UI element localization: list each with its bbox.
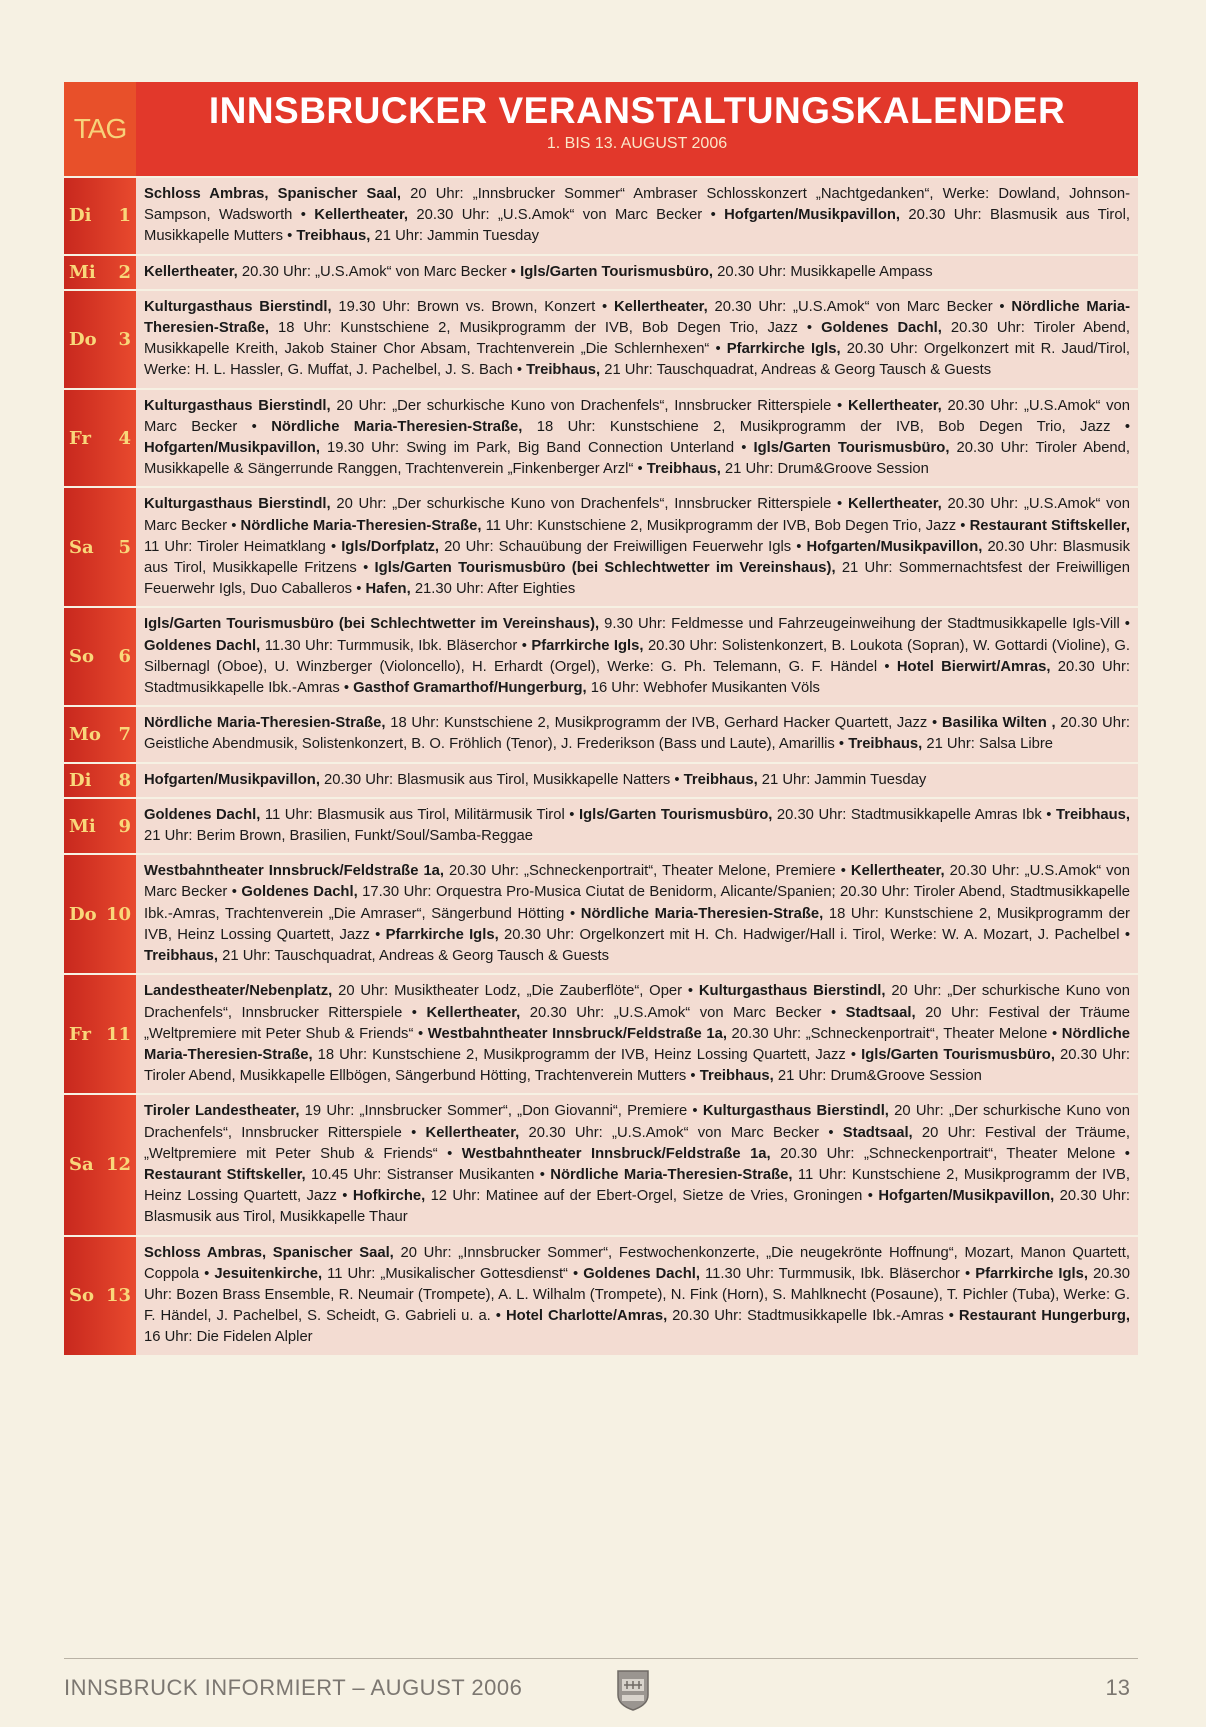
day-events (136, 256, 1138, 289)
bullet-separator: • (821, 1004, 846, 1021)
event-venue: Hafen, (365, 581, 411, 598)
event-details: 11.30 Uhr: Turmmusik, Ibk. Bläserchor (700, 1265, 960, 1282)
bullet-separator: • (227, 517, 241, 534)
tag-label: TAG (64, 82, 136, 176)
event-venue: Treibhaus, (1055, 806, 1130, 823)
event-details: 20.30 Uhr: Orgelkonzert mit R. Jaud/Tirol, Werke: H. L. Hassler, G. Muffat, J. Pachelbel, J. S. Bach (144, 341, 1131, 379)
event-venue: Restaurant Stiftskeller, (144, 1166, 306, 1183)
event-venue: Westbahntheater Innsbruck/Feldstraße 1a, (427, 1025, 727, 1042)
event-venue: Kellertheater, (426, 1004, 521, 1021)
day-label (64, 855, 136, 973)
event-venue: Hotel Charlotte/Amras, (505, 1308, 668, 1325)
event-venue: Treibhaus, (526, 362, 601, 379)
bullet-separator: • (490, 1308, 506, 1325)
publication-name: INNSBRUCK INFORMIERT – AUGUST 2006 (64, 1675, 523, 1700)
event-venue: Kulturgasthaus Bierstindl, (144, 496, 331, 513)
bullet-separator: • (633, 461, 647, 478)
event-details: 20.30 Uhr: „Schneckenportrait“, Theater Melone (770, 1145, 1116, 1162)
event-venue: Hotel Bierwirt/Amras, (896, 658, 1051, 675)
bullet-separator: • (564, 905, 581, 922)
event-venue: Igls/Garten Tourismusbüro (bei Schlechtwetter im Vereinshaus), (144, 616, 600, 633)
event-venue: Goldenes Dachl, (144, 637, 261, 654)
event-venue: Nördliche Maria-Theresien-Straße, (550, 1166, 793, 1183)
event-venue: Nördliche Maria-Theresien-Straße, (580, 905, 824, 922)
event-venue: Schloss Ambras, Spanischer Saal, (144, 1244, 394, 1261)
event-details: 20.30 Uhr: Stadtmusikkapelle Ibk.-Amras (667, 1308, 944, 1325)
day-row (64, 390, 1138, 487)
event-venue: Kellertheater, (314, 207, 409, 224)
weekday: Do (69, 328, 97, 350)
event-venue: Pfarrkirche Igls, (975, 1265, 1088, 1282)
day-events (136, 291, 1138, 388)
bullet-separator: • (992, 298, 1012, 315)
event-venue: Kulturgasthaus Bierstindl, (698, 983, 886, 1000)
event-venue: Restaurant Stiftskeller, (969, 517, 1130, 534)
day-label (64, 488, 136, 606)
event-details: 21 Uhr: Drum&Groove Session (773, 1068, 982, 1085)
event-venue: Kellertheater, (847, 496, 942, 513)
weekday: Di (69, 769, 92, 791)
event-details: 10.45 Uhr: Sistranser Musikanten (305, 1166, 535, 1183)
event-venue: Treibhaus, (296, 228, 371, 245)
day-row (64, 764, 1138, 797)
event-venue: Kellertheater, (847, 397, 942, 414)
event-details: 16 Uhr: Webhofer Musikanten Völs (586, 680, 820, 697)
bullet-separator: • (402, 1004, 427, 1021)
bullet-separator: • (927, 715, 942, 732)
day-row (64, 1095, 1138, 1234)
bullet-separator: • (1110, 418, 1131, 435)
event-venue: Goldenes Dachl, (583, 1265, 701, 1282)
day-number: 2 (118, 261, 131, 283)
event-venue: Kellertheater, (613, 298, 708, 315)
event-details: 20.30 Uhr: Blasmusik aus Tirol, Musikkapelle Thaur (144, 1188, 1130, 1226)
event-details: 21 Uhr: Tauschquadrat, Andreas & Georg Tausch & Guests (600, 362, 992, 379)
bullet-separator: • (670, 771, 684, 788)
bullet-separator: • (595, 298, 614, 315)
bullet-separator: • (506, 263, 521, 280)
day-number: 1 (118, 205, 131, 227)
event-venue: Igls/Garten Tourismusbüro (bei Schlechtwetter im Vereinshaus), (374, 560, 836, 577)
day-row (64, 488, 1138, 606)
date-range: 1. BIS 13. AUGUST 2006 (546, 135, 728, 152)
event-venue: Kulturgasthaus Bierstindl, (144, 298, 332, 315)
event-details: 20.30 Uhr: „U.S.Amok“ von Marc Becker (144, 863, 1130, 901)
event-details: 20.30 Uhr: „U.S.Amok“ von Marc Becker (237, 263, 507, 280)
day-number: 11 (105, 1023, 131, 1045)
event-details: 20 Uhr: Festival der Träume „Weltpremiere mit Peter Shub & Friends“ (144, 1004, 1131, 1042)
event-venue: Basilika Wilten , (941, 715, 1056, 732)
bullet-separator: • (237, 418, 272, 435)
bullet-separator: • (517, 637, 532, 654)
weekday: Di (69, 205, 92, 227)
day-row (64, 975, 1138, 1093)
event-details: 20.30 Uhr: Tiroler Abend, Musikkapelle Kreith, Jakob Stainer Chor Absam, Trachtenverein „Die Schlernhexen“ (144, 320, 1131, 358)
event-venue: Kellertheater, (144, 263, 238, 280)
event-details: 18 Uhr: Kunstschiene 2, Musikprogramm der IVB, Bob Degen Trio, Jazz (522, 418, 1111, 435)
day-number: 8 (118, 769, 131, 791)
event-venue: Landestheater/Nebenplatz, (144, 983, 333, 1000)
bullet-separator: • (791, 538, 807, 555)
event-venue: Kulturgasthaus Bierstindl, (702, 1103, 889, 1120)
event-details: 20.30 Uhr: „U.S.Amok“ von Marc Becker (519, 1124, 820, 1141)
bullet-separator: • (835, 863, 851, 880)
event-details: 20.30 Uhr: „U.S.Amok“ von Marc Becker (408, 207, 703, 224)
event-details: 20.30 Uhr: Blasmusik aus Tirol, Musikkapelle Mutters (144, 207, 1130, 245)
event-details: 11 Uhr: Kunstschiene 2, Musikprogramm der IVB, Bob Degen Trio, Jazz (481, 517, 957, 534)
day-number: 10 (105, 903, 131, 925)
event-details: 21 Uhr: Berim Brown, Brasilien, Funkt/Soul/Samba-Reggae (144, 828, 534, 845)
innsbruck-crest-icon (616, 1669, 650, 1711)
event-details: 21 Uhr: Tauschquadrat, Andreas & Georg Tausch & Guests (218, 948, 609, 965)
event-details: 18 Uhr: Kunstschiene 2, Musikprogramm der IVB, Bob Degen Trio, Jazz (269, 320, 798, 337)
event-details: 17.30 Uhr: Orquestra Pro-Musica Ciutat de Benidorm, Alicante/Spanien; 20.30 Uhr: Tiroler Abend, Stadtmusikkapelle Ibk.-Amras, Trachtenverein „Die Amraser“, Sängerbund Hötting (144, 884, 1131, 922)
event-details: 18 Uhr: Kunstschiene 2, Musikprogramm der IVB, Heinz Lossing Quartett, Jazz (144, 905, 1130, 943)
bullet-separator: • (564, 806, 579, 823)
bullet-separator: • (943, 1308, 959, 1325)
title-block (136, 82, 1138, 176)
event-details: 11 Uhr: Tiroler Heimatklang (144, 538, 326, 555)
weekday: Fr (69, 427, 91, 449)
day-events (136, 855, 1138, 973)
event-details: 20 Uhr: Festival der Träume, „Weltpremiere mit Peter Shub & Friends“ (144, 1124, 1131, 1162)
day-events (136, 390, 1138, 487)
bullet-separator: • (413, 1025, 428, 1042)
day-label (64, 707, 136, 761)
event-details: 20.30 Uhr: Geistliche Abendmusik, Solistenkonzert, B. O. Fröhlich (Tenor), J. Frederikson (Bass und Laute), Amarillis (144, 715, 1130, 753)
day-label (64, 799, 136, 853)
event-venue: Nördliche Maria-Theresien-Straße, (144, 1025, 1131, 1063)
event-details: 21 Uhr: Jammin Tuesday (370, 228, 539, 245)
event-details: 12 Uhr: Matinee auf der Ebert-Orgel, Sietze de Vries, Groningen (425, 1188, 863, 1205)
day-label (64, 975, 136, 1093)
event-venue: Westbahntheater Innsbruck/Feldstraße 1a, (461, 1145, 771, 1162)
event-venue: Goldenes Dachl, (821, 320, 942, 337)
event-venue: Kulturgasthaus Bierstindl, (144, 397, 331, 414)
event-venue: Stadtsaal, (842, 1124, 913, 1141)
day-row (64, 178, 1138, 254)
event-venue: Goldenes Dachl, (241, 884, 358, 901)
day-number: 4 (118, 427, 131, 449)
day-row (64, 256, 1138, 289)
page-number: 13 (1105, 1675, 1130, 1700)
bullet-separator: • (227, 884, 242, 901)
event-details: 20.30 Uhr: „U.S.Amok“ von Marc Becker (707, 298, 993, 315)
event-details: 21 Uhr: Drum&Groove Session (720, 461, 929, 478)
bullet-separator: • (401, 1124, 426, 1141)
bullet-separator: • (1119, 926, 1131, 943)
day-events (136, 178, 1138, 254)
event-details: 11 Uhr: Kunstschiene 2, Musikprogramm der IVB, Heinz Lossing Quartett, Jazz (144, 1166, 1130, 1205)
event-details: 20.30 Uhr: Stadtmusikkapelle Amras Ibk (772, 806, 1042, 823)
day-label (64, 1095, 136, 1234)
day-number: 5 (118, 536, 131, 558)
event-details: 20 Uhr: „Innsbrucker Sommer“, Festwochenkonzerte, „Die neugekrönte Hoffnung“, Mozart, Manon Quartett, Coppola (144, 1244, 1130, 1282)
event-details: 20.30 Uhr: Solistenkonzert, B. Loukota (Sopran), W. Gottardi (Violine), G. Silbernagl (Oboe), U. Winzberger (Violoncello), H. Erhardt (Orgel), Werke: G. Ph. Telemann, G. F. Händel (144, 637, 1130, 675)
event-details: 21 Uhr: Sommernachtsfest der Freiwilligen Feuerwehr Igls, Duo Caballeros (144, 560, 1131, 598)
event-details: 21 Uhr: Jammin Tuesday (757, 771, 927, 788)
weekday: Fr (69, 1023, 91, 1045)
day-row (64, 291, 1138, 388)
day-row (64, 707, 1138, 761)
event-venue: Nördliche Maria-Theresien-Straße, (144, 298, 1131, 337)
event-details: 21.30 Uhr: After Eighties (410, 581, 576, 598)
day-row (64, 1237, 1138, 1355)
bullet-separator: • (352, 581, 366, 598)
event-venue: Tiroler Landestheater, (144, 1103, 300, 1120)
event-details: 20.30 Uhr: Blasmusik aus Tirol, Musikkapelle Fritzens (144, 538, 1130, 577)
bullet-separator: • (734, 440, 754, 457)
day-label (64, 390, 136, 487)
page-footer (64, 1658, 1138, 1700)
event-venue: Igls/Garten Tourismusbüro, (861, 1046, 1055, 1063)
weekday: Sa (69, 536, 94, 558)
day-number: 9 (118, 815, 131, 837)
day-events (136, 488, 1138, 606)
bullet-separator: • (339, 680, 354, 697)
event-venue: Kellertheater, (850, 863, 945, 880)
bullet-separator: • (956, 517, 970, 534)
event-venue: Treibhaus, (848, 736, 923, 753)
weekday: Sa (69, 1154, 94, 1176)
day-row (64, 799, 1138, 853)
event-details: 9.30 Uhr: Feldmesse und Fahrzeugeinweihung der Stadtmusikkapelle Igls-Vill (599, 616, 1120, 633)
day-events (136, 1095, 1138, 1234)
bullet-separator: • (877, 658, 897, 675)
day-label (64, 764, 136, 797)
day-label (64, 1237, 136, 1355)
event-details: 20.30 Uhr: „U.S.Amok“ von Marc Becker (144, 496, 1131, 534)
event-details: 21 Uhr: Salsa Libre (922, 736, 1054, 753)
event-venue: Hofkirche, (352, 1188, 426, 1205)
event-venue: Treibhaus, (646, 461, 721, 478)
bullet-separator: • (686, 1068, 700, 1085)
bullet-separator: • (960, 1265, 976, 1282)
event-venue: Stadtsaal, (845, 1004, 916, 1021)
weekday: Mo (69, 723, 101, 745)
event-details: 11 Uhr: Blasmusik aus Tirol, Militärmusik Tirol (260, 806, 565, 823)
event-details: 20.30 Uhr: Tiroler Abend, Musikkapelle Ellbögen, Sängerbund Hötting, Trachtenverein Mutters (144, 1046, 1130, 1085)
event-details: 18 Uhr: Kunstschiene 2, Musikprogramm der IVB, Gerhard Hacker Quartett, Jazz (385, 715, 928, 732)
event-venue: Westbahntheater Innsbruck/Feldstraße 1a, (144, 863, 445, 880)
event-venue: Pfarrkirche Igls, (726, 341, 841, 358)
event-venue: Nördliche Maria-Theresien-Straße, (240, 517, 482, 534)
event-venue: Igls/Garten Tourismusbüro, (520, 263, 714, 280)
event-venue: Kellertheater, (425, 1124, 520, 1141)
event-details: 19 Uhr: „Innsbrucker Sommer“, „Don Giovanni“, Premiere (299, 1103, 688, 1120)
event-details: 20.30 Uhr: Bozen Brass Ensemble, R. Neumair (Trompete), A. L. Wilhalm (Trompete), N. Fink (Horn), S. Mahlknecht (Posaune), T. Pichler (Tuba), Werke: G. F. Händel, J. Pachelbel, S. Scheidt, G. Gabrieli u. a. (144, 1265, 1130, 1325)
bullet-separator: • (709, 341, 727, 358)
bullet-separator: • (702, 207, 725, 224)
event-venue: Hofgarten/Musikpavillon, (144, 440, 320, 457)
calendar-header (64, 82, 1138, 176)
event-venue: Treibhaus, (144, 948, 219, 965)
bullet-separator: • (797, 320, 822, 337)
bullet-separator: • (831, 496, 848, 513)
day-number: 12 (105, 1154, 131, 1176)
day-label (64, 608, 136, 705)
weekday: So (69, 1285, 95, 1307)
event-details: 20 Uhr: „Der schurkische Kuno von Drachenfels“, Innsbrucker Ritterspiele (330, 496, 832, 513)
event-venue: Hofgarten/Musikpavillon, (724, 207, 901, 224)
event-details: 20.30 Uhr: Orgelkonzert mit H. Ch. Hadwiger/Hall i. Tirol, Werke: W. A. Mozart, J. Pachelbel (498, 926, 1120, 943)
bullet-separator: • (282, 228, 297, 245)
bullet-separator: • (682, 983, 699, 1000)
event-venue: Igls/Garten Tourismusbüro, (753, 440, 950, 457)
day-label (64, 291, 136, 388)
day-row (64, 855, 1138, 973)
event-details: 20 Uhr: „Innsbrucker Sommer“ Ambraser Schlosskonzert „Nachtgedanken“, Werke: Dowland, Johnson-Sampson, Wadsworth (144, 186, 1130, 224)
bullet-separator: • (862, 1188, 879, 1205)
event-details: 20 Uhr: Schauübung der Freiwilligen Feuerwehr Igls (439, 538, 792, 555)
bullet-separator: • (1047, 1025, 1062, 1042)
day-number: 13 (105, 1285, 131, 1307)
event-venue: Restaurant Hungerburg, (958, 1308, 1130, 1325)
event-details: 11.30 Uhr: Turmmusik, Ibk. Bläserchor (260, 637, 518, 654)
event-venue: Pfarrkirche Igls, (531, 637, 644, 654)
weekday: Mi (69, 261, 96, 283)
day-number: 7 (118, 723, 131, 745)
event-details: 20.30 Uhr: „Schneckenportrait“, Theater Melone (726, 1025, 1048, 1042)
bullet-separator: • (369, 926, 386, 943)
event-details: 18 Uhr: Kunstschiene 2, Musikprogramm der IVB, Heinz Lossing Quartett, Jazz (312, 1046, 846, 1063)
event-details: 19.30 Uhr: Brown vs. Brown, Konzert (331, 298, 596, 315)
bullet-separator: • (199, 1265, 215, 1282)
event-venue: Treibhaus, (683, 771, 758, 788)
event-details: 20.30 Uhr: Tiroler Abend, Musikkapelle & Sängerrunde Ranggen, Trachtenverein „Finkenberger Arzl“ (144, 440, 1130, 478)
day-label (64, 178, 136, 254)
bullet-separator: • (336, 1188, 353, 1205)
bullet-separator: • (356, 560, 375, 577)
bullet-separator: • (325, 538, 342, 555)
day-row (64, 608, 1138, 705)
event-details: 20.30 Uhr: Stadtmusikkapelle Ibk.-Amras (144, 658, 1130, 697)
event-venue: Nördliche Maria-Theresien-Straße, (144, 715, 386, 732)
calendar-title: INNSBRUCKER VERANSTALTUNGSKALENDER (208, 90, 1066, 131)
event-details: 20.30 Uhr: „Schneckenportrait“, Theater Melone, Premiere (444, 863, 836, 880)
event-details: 20.30 Uhr: Musikkapelle Ampass (713, 263, 933, 280)
day-events (136, 764, 1138, 797)
event-venue: Hofgarten/Musikpavillon, (144, 771, 320, 788)
event-venue: Gasthof Gramarthof/Hungerburg, (353, 680, 587, 697)
bullet-separator: • (819, 1124, 843, 1141)
event-details: 20.30 Uhr: „U.S.Amok“ von Marc Becker (144, 397, 1131, 435)
day-events (136, 707, 1138, 761)
bullet-separator: • (831, 397, 848, 414)
event-details: 20 Uhr: Musiktheater Lodz, „Die Zauberflöte“, Oper (332, 983, 683, 1000)
day-number: 3 (118, 328, 131, 350)
event-details: 19.30 Uhr: Swing im Park, Big Band Connection Unterland (319, 440, 735, 457)
event-venue: Goldenes Dachl, (144, 806, 261, 823)
day-events (136, 1237, 1138, 1355)
bullet-separator: • (292, 207, 315, 224)
day-number: 6 (118, 646, 131, 668)
bullet-separator: • (534, 1166, 551, 1183)
event-venue: Nördliche Maria-Theresien-Straße, (271, 418, 523, 435)
weekday: Do (69, 903, 97, 925)
bullet-separator: • (437, 1145, 462, 1162)
event-details: 20 Uhr: „Der schurkische Kuno von Drachenfels“, Innsbrucker Ritterspiele (330, 397, 832, 414)
bullet-separator: • (1041, 806, 1056, 823)
bullet-separator: • (567, 1265, 584, 1282)
event-details: 20 Uhr: „Der schurkische Kuno von Drachenfels“, Innsbrucker Ritterspiele (144, 983, 1131, 1021)
event-details: 20.30 Uhr: Blasmusik aus Tirol, Musikkapelle Natters (319, 771, 671, 788)
day-events (136, 608, 1138, 705)
event-venue: Jesuitenkirche, (214, 1265, 323, 1282)
weekday: So (69, 646, 95, 668)
bullet-separator: • (687, 1103, 703, 1120)
weekday: Mi (69, 815, 96, 837)
event-venue: Treibhaus, (699, 1068, 774, 1085)
event-details: 11 Uhr: „Musikalischer Gottesdienst“ (322, 1265, 568, 1282)
event-venue: Hofgarten/Musikpavillon, (878, 1188, 1055, 1205)
day-rows (64, 178, 1138, 1355)
day-events (136, 799, 1138, 853)
bullet-separator: • (512, 362, 527, 379)
event-venue: Pfarrkirche Igls, (385, 926, 499, 943)
bullet-separator: • (1119, 616, 1130, 633)
bullet-separator: • (845, 1046, 862, 1063)
event-venue: Igls/Dorfplatz, (341, 538, 440, 555)
bullet-separator: • (834, 736, 849, 753)
event-venue: Hofgarten/Musikpavillon, (806, 538, 983, 555)
day-label (64, 256, 136, 289)
event-venue: Igls/Garten Tourismusbüro, (579, 806, 773, 823)
bullet-separator: • (1115, 1145, 1130, 1162)
event-details: 16 Uhr: Die Fidelen Alpler (144, 1329, 313, 1346)
event-venue: Schloss Ambras, Spanischer Saal, (144, 186, 402, 202)
event-calendar (64, 82, 1138, 1355)
day-events (136, 975, 1138, 1093)
event-details: 20.30 Uhr: „U.S.Amok“ von Marc Becker (520, 1004, 822, 1021)
event-details: 20 Uhr: „Der schurkische Kuno von Drachenfels“, Innsbrucker Ritterspiele (144, 1103, 1131, 1141)
